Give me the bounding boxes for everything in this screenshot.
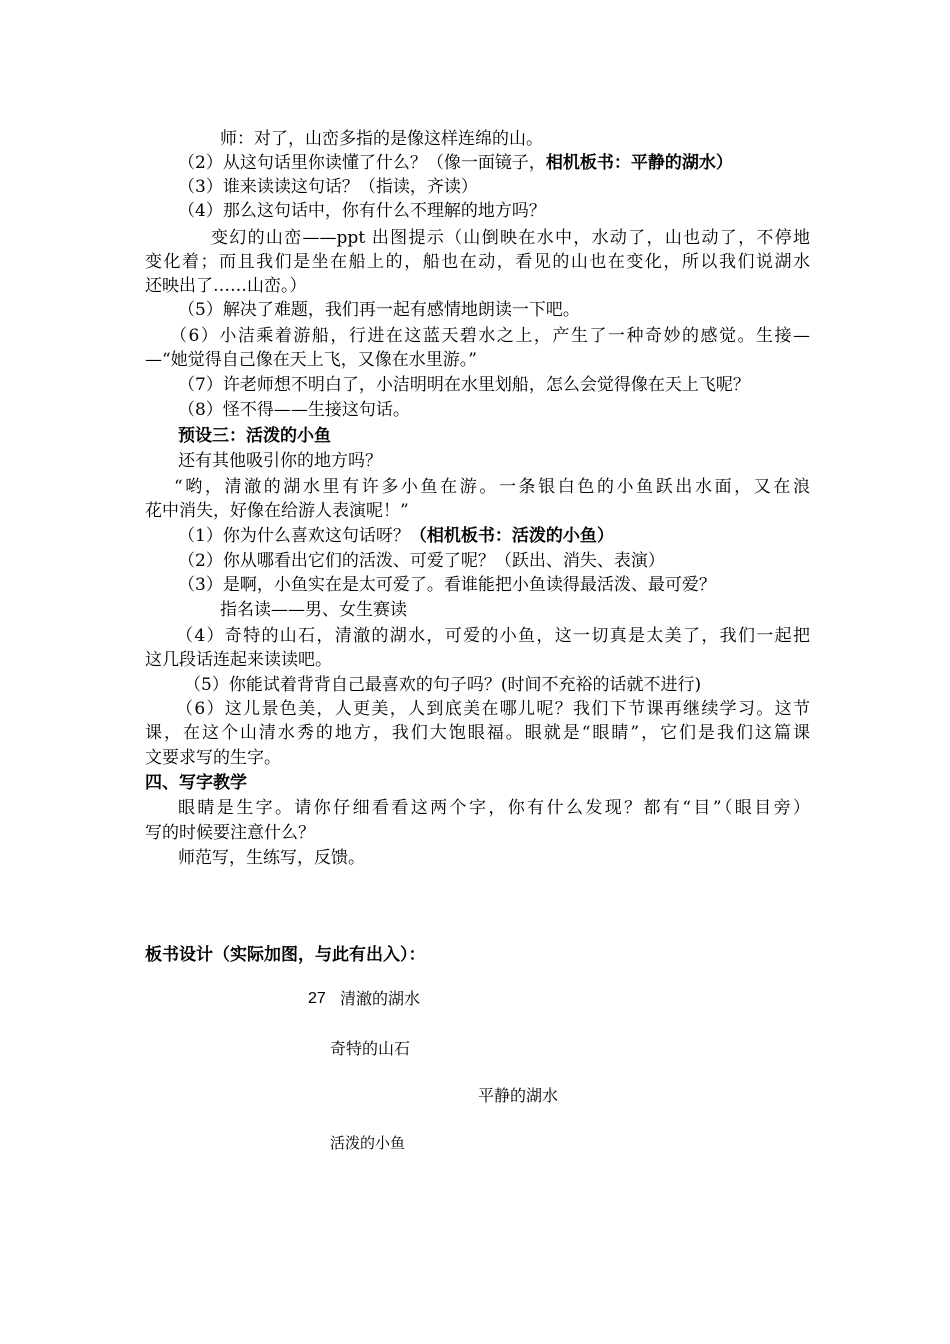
text-line: 眼睛是生字。请你仔细看看这两个字，你有什么发现？都有“目”（眼目旁） [178,798,810,818]
text-line: 课，在这个山清水秀的地方，我们大饱眼福。眼就是“眼睛”，它们是我们这篇课 [145,723,810,743]
text-line: —“她觉得自己像在天上飞，又像在水里游。” [145,350,477,370]
text-line: （3）是啊，小鱼实在是太可爱了。看谁能把小鱼读得最活泼、最可爱？ [178,575,716,595]
text-line: （2）从这句话里你读懂了什么？（像一面镜子，相机板书：平静的湖水） [178,153,733,173]
text-line: （2）你从哪看出它们的活泼、可爱了呢？（跃出、消失、表演） [178,551,665,571]
board-design-heading: 板书设计（实际加图，与此有出入）： [145,945,426,965]
text-line: 写的时候要注意什么？ [145,823,315,843]
text-line: （4）奇特的山石，清澈的湖水，可爱的小鱼，这一切真是太美了，我们一起把 [176,626,810,646]
text-line: 还映出了……山峦。） [145,276,307,296]
board-item-fish: 活泼的小鱼 [330,1134,406,1152]
text-line: （3）谁来读读这句话？（指读，齐读） [178,177,478,197]
text-line: 还有其他吸引你的地方吗？ [178,451,382,471]
section-subheading: 预设三：活泼的小鱼 [178,426,331,446]
text-line: （6）这儿景色美，人更美，人到底美在哪儿呢？我们下节课再继续学习。这节 [176,699,810,719]
text-line: “哟，清澈的湖水里有许多小鱼在游。一条银白色的小鱼跃出水面，又在浪 [174,477,810,497]
text-line: （8）怪不得——生接这句话。 [178,400,410,420]
text-line: 文要求写的生字。 [145,748,281,768]
text-line: （6）小洁乘着游船，行进在这蓝天碧水之上，产生了一种奇妙的感觉。生接— [170,326,810,346]
board-title: 清澈的湖水 [340,989,421,1008]
board-lesson-number: 27 [308,990,326,1007]
text-line: 变化着；而且我们是坐在船上的，船也在动，看见的山也在变化，所以我们说湖水 [145,252,810,272]
text-line: 这几段话连起来读读吧。 [145,650,332,670]
section-heading: 四、写字教学 [145,773,247,793]
text-line: 师：对了，山峦多指的是像这样连绵的山。 [220,129,543,149]
text-line: 花中消失，好像在给游人表演呢！” [145,501,409,521]
text-line: （5）解决了难题，我们再一起有感情地朗读一下吧。 [178,300,580,320]
text-line: （7）许老师想不明白了，小洁明明在水里划船，怎么会觉得像在天上飞呢？ [178,375,750,395]
text-line: （5）你能试着背背自己最喜欢的句子吗？(时间不充裕的话就不进行) [184,675,702,695]
board-item-rocks: 奇特的山石 [330,1039,411,1058]
board-item-lake: 平静的湖水 [478,1086,559,1105]
text-line: （1）你为什么喜欢这句话呀？（相机板书：活泼的小鱼） [178,526,614,546]
text-line: 变幻的山峦——ppt 出图提示（山倒映在水中，水动了，山也动了，不停地 [211,228,810,248]
text-line: （4）那么这句话中，你有什么不理解的地方吗？ [178,201,546,221]
text-line: 指名读——男、女生赛读 [220,600,407,620]
text-line: 师范写，生练写，反馈。 [178,848,365,868]
